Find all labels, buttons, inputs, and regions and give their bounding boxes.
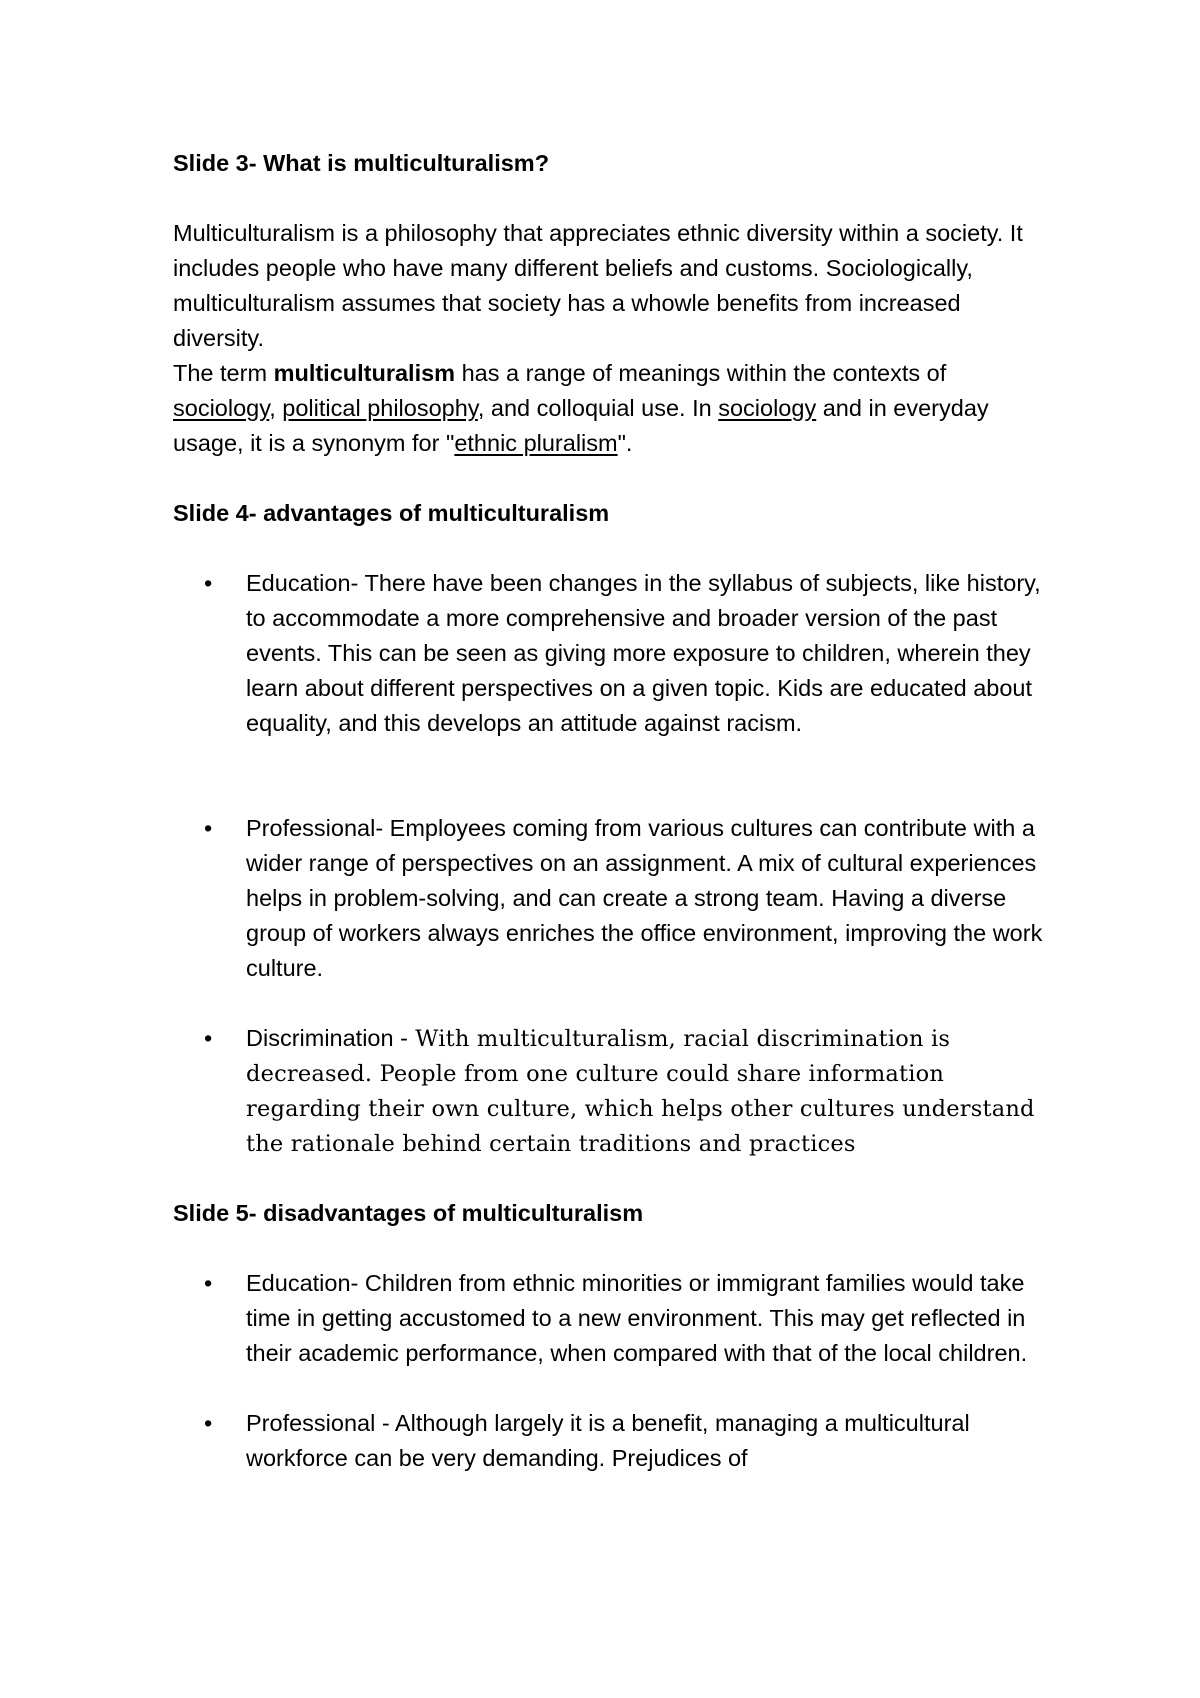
term-prefix: The term (173, 360, 274, 386)
term-end: ". (617, 430, 633, 456)
bullet-label: Education- (246, 1270, 359, 1296)
bullet-text: Employees coming from various cultures can contribute with a wider range of perspectives on an assignment. A mix of cultural experiences helps in problem-solving, and can create a strong team. Having a diverse group of workers always enriches the office environment, improving the work culture. (246, 815, 1043, 981)
slide-3-heading: Slide 3- What is multiculturalism? (173, 150, 550, 176)
link-sociology[interactable]: sociology (173, 395, 270, 421)
bullet-icon: • (204, 815, 213, 841)
term-sep: , (269, 395, 283, 421)
bullet-label: Professional - (246, 1410, 390, 1436)
list-item (173, 1266, 1053, 1371)
term-middle: has a range of meanings within the contexts of (455, 360, 947, 386)
bullet-label: Professional- (246, 815, 384, 841)
bullet-icon: • (204, 1410, 213, 1436)
link-ethnic-pluralism[interactable]: ethnic pluralism (454, 430, 618, 456)
bullet-text: With multiculturalism, racial discrimination is decreased. People from one culture could share information regarding their own culture, which helps other cultures understand the rationale behind certain traditions and practices (246, 1026, 1035, 1157)
list-item (173, 566, 1053, 741)
list-item (173, 811, 1053, 986)
term-bold: multiculturalism (273, 360, 456, 386)
list-item (173, 1021, 1053, 1161)
bullet-text: Children from ethnic minorities or immigrant families would take time in getting accustomed to a new environment. This may get reflected in their academic performance, when compared with that of the local children. (246, 1270, 1028, 1366)
link-political-philosophy[interactable]: political philosophy (282, 395, 478, 421)
slide-3-term-paragraph (173, 356, 1053, 461)
bullet-icon: • (204, 1025, 213, 1051)
slide-3-intro: Multiculturalism is a philosophy that appreciates ethnic diversity within a society. It includes people who have many different beliefs and customs. Sociologically, multiculturalism assumes that society has a whowle benefits from increased diversity. (173, 220, 1023, 351)
bullet-icon: • (204, 1270, 213, 1296)
document-body (173, 146, 1053, 1511)
term-middle-3: and in everyday usage, it is a synonym for " (173, 395, 989, 456)
advantages-list (173, 566, 1053, 1161)
term-middle-2: , and colloquial use. In (477, 395, 719, 421)
disadvantages-list (173, 1266, 1053, 1476)
bullet-text: There have been changes in the syllabus of subjects, like history, to accommodate a more comprehensive and broader version of the past events. This can be seen as giving more exposure to children, wherein they learn about different perspectives on a given topic. Kids are educated about equality, and this develops an attitude against racism. (246, 570, 1041, 736)
slide-4-heading: Slide 4- advantages of multiculturalism (173, 500, 610, 526)
bullet-text: Although largely it is a benefit, managing a multicultural workforce can be very demanding. Prejudices of (246, 1410, 970, 1471)
list-item (173, 1406, 1053, 1476)
link-sociology-2[interactable]: sociology (718, 395, 817, 421)
bullet-label: Discrimination - (246, 1025, 408, 1051)
bullet-label: Education- (246, 570, 359, 596)
slide-5-heading: Slide 5- disadvantages of multiculturalism (173, 1200, 644, 1226)
bullet-icon: • (204, 570, 213, 596)
